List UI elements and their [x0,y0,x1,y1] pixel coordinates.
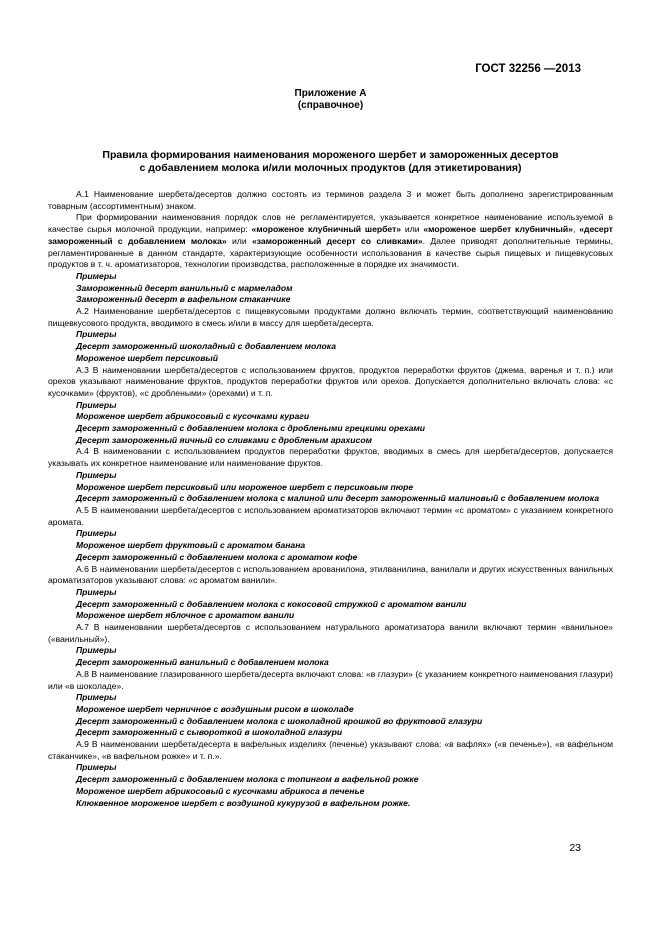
bold-term: «мороженое клубничный шербет» [251,224,402,235]
document-body [48,189,613,809]
heading-line-2: с добавлением молока и/или молочных продуктов (для этикетирования) [139,162,522,174]
bold-term: «замороженный десерт со сливками» [251,235,423,246]
example-item: Десерт замороженный с добавлением молока с шоколадной крошкой во фруктовой глазури [76,715,483,726]
section-heading [48,149,613,175]
examples-label: Примеры [76,692,117,703]
example-item: Мороженое шербет фруктовый с ароматом банана [76,540,306,551]
appendix-header [0,88,661,112]
example-item: Десерт замороженный с добавлением молока с ароматом кофе [76,551,358,562]
example-item: Мороженое шербет персиковый или мороженое шербет с персиковым пюре [76,481,414,492]
paragraph-a9: А.9 В наименовании шербета/десерта в вафельных изделиях (печенье) указывают слова: «в вафлях» («в печенье»), «в вафельном стаканчике», «в вафельном рожке» и т. п.». [48,739,613,761]
examples-label: Примеры [76,586,117,597]
examples-label: Примеры [76,329,117,340]
example-item: Десерт замороженный шоколадный с добавлением молока [76,341,336,352]
example-item: Десерт замороженный яичный со сливками с дробленым арахисом [76,434,372,445]
text-run: При формировании наименования порядок слов не регламентируется, указывается конкретное наименование используемой в качестве сырья молочной продукции, например: [48,212,613,235]
example-item: Замороженный десерт ванильный с мармеладом [76,282,293,293]
example-item: Десерт замороженный с добавлением молока с топингом в вафельной рожке [76,774,419,785]
paragraph-a7: А.7 В наименовании шербета/десертов с использованием натурального ароматизатора ванили включают термин «ванильное» («ванильный»). [48,622,613,644]
page-number: 23 [569,842,581,854]
paragraph-a4: А.4 В наименовании с использованием продуктов переработки фруктов, вводимых в смесь для шербета/десертов, допускается указывать их конкретное наименование или наименование фруктов. [48,446,613,469]
text-run: , [572,224,580,235]
example-item: Десерт замороженный с добавлением молока с кокосовой стружкой с ароматом ванили [76,598,467,609]
example-item: Мороженое шербет абрикосовый с кусочками абрикоса в печенье [76,785,365,796]
example-item: Мороженое шербет персиковый [76,352,218,363]
examples-label: Примеры [76,270,117,281]
example-item: Мороженое шербет черничное с воздушным рисом в шоколаде [76,703,354,714]
example-item: Десерт замороженный с добавлением молока с малиной или десерт замороженный малиновый с добавлением молока [76,493,599,504]
examples-label: Примеры [76,469,117,480]
examples-label: Примеры [76,645,117,656]
example-item: Десерт замороженный ванильный с добавлением молока [76,657,329,668]
example-item: Мороженое шербет яблочное с ароматом ванили [76,610,295,621]
paragraph-a6: А.6 В наименовании шербета/десертов с использованием арованилона, этилванилина, ванилали и других искусственных ванильных ароматизаторов указывают слова: «с ароматом ванили». [48,563,613,586]
bold-term: «мороженое шербет клубничный» [423,224,573,235]
examples-label: Примеры [76,528,117,539]
examples-label: Примеры [76,762,117,773]
bold-term: «десерт замороженный с добавлением молока» [48,224,614,246]
appendix-title: Приложение А [294,88,367,99]
paragraph-a1-naming [48,212,613,271]
example-item: Десерт замороженный с сывороткой в шоколадной глазури [76,727,343,738]
examples-label: Примеры [76,399,117,410]
paragraph-a2: А.2 Наименование шербета/десертов с пищевкусовыми продуктами должно включать термин, соответствующий наименованию пищевкусового продукта, вводимого в смесь и/или в массу для шербета/десерта. [48,306,613,328]
text-run: или [401,224,424,235]
example-item: Десерт замороженный с добавлением молока с дроблеными грецкими орехами [76,423,425,434]
example-item: Мороженое шербет абрикосовый с кусочками кураги [76,411,310,422]
paragraph-a5: А.5 В наименовании шербета/десертов с использованием ароматизаторов включают термин «с ароматом» с указанием конкретного аромата. [48,504,613,527]
standard-number: ГОСТ 32256 —2013 [475,63,581,75]
example-item: Клюквенное мороженое шербет с воздушной кукурузой в вафельном рожке. [76,797,411,808]
example-item: Замороженный десерт в вафельном стаканчике [76,294,291,305]
paragraph-a1: А.1 Наименование шербета/десертов должно состоять из терминов раздела 3 и может быть дополнено зарегистрированным товарным (ассортиментным) знаком. [48,189,613,211]
text-run: . Далее приводят дополнительные термины, регламентированные в данном стандарте, характеризующие особенности использования в качестве сырья пищевых и пищевкусовых продуктов в т. ч. ароматизаторов, технологии производства, расположенные в порядке их значимости. [48,235,613,270]
text-run: или [226,235,252,246]
appendix-kind: (справочное) [297,100,364,111]
paragraph-a8: А.8 В наименование глазированного шербета/десерта включают слова: «в глазури» (с указанием конкретного наименования глазури) или «в шоколаде». [48,668,613,691]
heading-line-1: Правила формирования наименования мороженого шербет и замороженных десертов [102,149,559,161]
paragraph-a3: А.3 В наименовании шербета/десертов с использованием фруктов, продуктов переработки фруктов (джема, варенья и т. п.) или орехов указывают наименование фруктов, продуктов переработки фруктов или орехов. Допускается дополнительно включать слова: «с кусочками» (фруктов), «с дроблеными» (орехами) и т. п. [48,364,613,398]
